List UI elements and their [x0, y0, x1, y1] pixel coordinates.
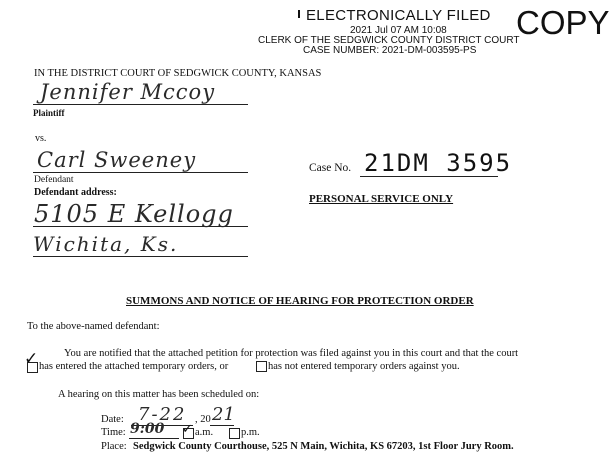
defendant-underline	[33, 172, 248, 173]
case-number-value: 21DM 3595	[364, 149, 513, 177]
am-checkmark-icon: ✓	[182, 421, 193, 436]
versus-label: vs.	[35, 133, 47, 144]
am-label: a.m.	[195, 427, 214, 438]
personal-service-only: PERSONAL SERVICE ONLY	[309, 193, 454, 205]
place-value: Sedgwick County Courthouse, 525 N Main, Wichita, KS 67203, 1st Floor Jury Room.	[133, 441, 514, 452]
date-century: , 20	[195, 414, 211, 425]
date-year: 21	[212, 404, 235, 425]
case-number-underline	[360, 176, 498, 177]
notice-text-line1: You are notified that the attached petition for protection was filed against you in this court and that the court	[64, 348, 519, 359]
time-value: 9:00	[130, 421, 165, 437]
notice-text-entered: has entered the attached temporary orders, or	[39, 361, 229, 372]
plaintiff-name: Jennifer Mccoy	[40, 80, 216, 104]
defendant-address-label: Defendant address:	[34, 187, 117, 198]
pm-checkbox[interactable]	[229, 428, 240, 439]
time-underline	[129, 438, 179, 439]
address-underline-1	[33, 226, 248, 227]
defendant-name: Carl Sweeney	[37, 148, 197, 172]
defendant-address-line1: 5105 E Kellogg	[34, 200, 234, 228]
case-number-label: Case No.	[309, 162, 352, 174]
address-underline-2	[33, 256, 248, 257]
hearing-scheduled-text: A hearing on this matter has been scheduled on:	[58, 389, 260, 400]
copy-watermark: COPY	[516, 4, 610, 41]
to-defendant-salutation: To the above-named defendant:	[27, 321, 160, 332]
plaintiff-underline	[33, 104, 248, 105]
court-heading: IN THE DISTRICT COURT OF SEDGWICK COUNTY, KANSAS	[34, 68, 322, 79]
stamp-mark	[298, 10, 300, 18]
year-underline	[210, 425, 234, 426]
checkmark-icon: ✓	[24, 349, 39, 368]
date-label: Date:	[101, 414, 124, 425]
defendant-label: Defendant	[34, 175, 74, 185]
efiled-stamp-case-number: CASE NUMBER: 2021-DM-003595-PS	[303, 45, 477, 56]
efiled-stamp-date: 2021 Jul 07 AM 10:08	[350, 25, 447, 36]
notice-text-not-entered: has not entered temporary orders against you.	[268, 361, 460, 372]
defendant-address-line2: Wichita, Ks.	[33, 232, 179, 256]
efiled-stamp-clerk: CLERK OF THE SEDGWICK COUNTY DISTRICT COURT	[258, 35, 520, 46]
efiled-stamp-title: ELECTRONICALLY FILED	[306, 7, 491, 24]
time-label: Time:	[101, 427, 126, 438]
pm-label: p.m.	[241, 427, 260, 438]
date-month-day: 7-22	[138, 404, 187, 425]
temporary-orders-not-entered-checkbox[interactable]	[256, 361, 267, 372]
summons-title: SUMMONS AND NOTICE OF HEARING FOR PROTECTION ORDER	[126, 295, 474, 307]
plaintiff-label: Plaintiff	[33, 108, 65, 118]
place-label: Place:	[101, 441, 127, 452]
